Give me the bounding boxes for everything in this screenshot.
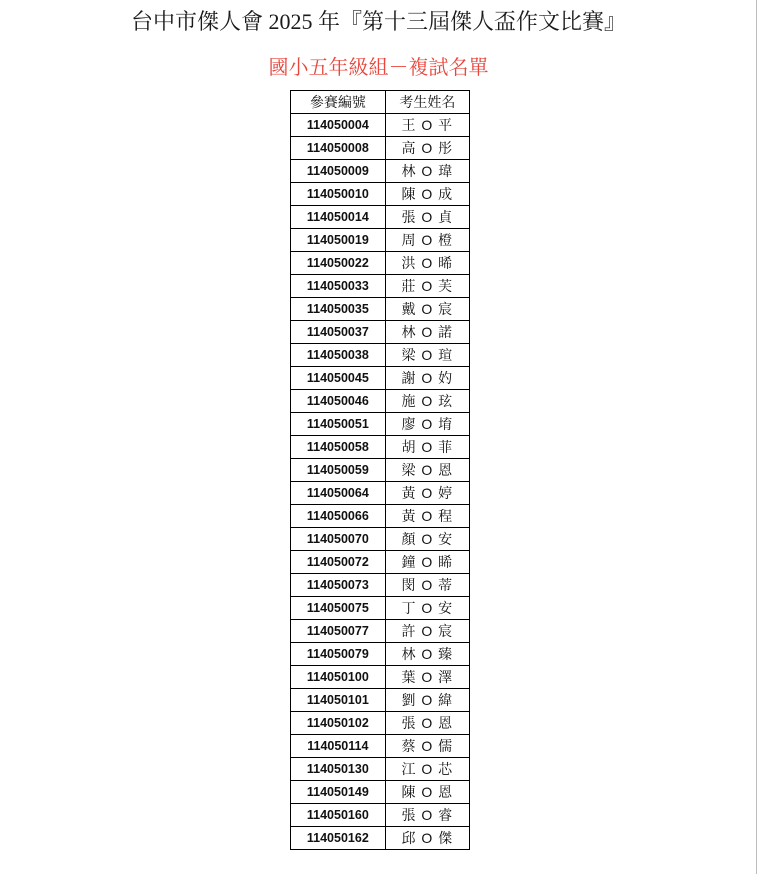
- table-row: [291, 206, 470, 229]
- candidate-name-cell: 黃 O 婷: [385, 482, 469, 505]
- entry-number-cell: 114050101: [291, 689, 386, 712]
- entry-number-cell: 114050014: [291, 206, 386, 229]
- candidate-name-cell: 王 O 平: [385, 114, 469, 137]
- candidate-name-cell: 劉 O 緯: [385, 689, 469, 712]
- candidate-name-cell: 廖 O 堉: [385, 413, 469, 436]
- candidate-name-cell: 胡 O 菲: [385, 436, 469, 459]
- table-row: [291, 643, 470, 666]
- table-row: [291, 298, 470, 321]
- entry-number-cell: 114050130: [291, 758, 386, 781]
- entry-number-cell: 114050009: [291, 160, 386, 183]
- entry-number-cell: 114050102: [291, 712, 386, 735]
- table-row: [291, 620, 470, 643]
- entry-number-cell: 114050072: [291, 551, 386, 574]
- table-row: [291, 344, 470, 367]
- entry-number-cell: 114050077: [291, 620, 386, 643]
- candidate-name-cell: 江 O 芯: [385, 758, 469, 781]
- table-row: [291, 804, 470, 827]
- table-row: [291, 321, 470, 344]
- table-row: [291, 367, 470, 390]
- table-row: [291, 436, 470, 459]
- table-row: [291, 482, 470, 505]
- table-row: [291, 137, 470, 160]
- candidate-name-cell: 林 O 諾: [385, 321, 469, 344]
- entry-number-cell: 114050070: [291, 528, 386, 551]
- candidate-name-cell: 葉 O 澤: [385, 666, 469, 689]
- entry-number-cell: 114050008: [291, 137, 386, 160]
- table-row: [291, 574, 470, 597]
- table-row: [291, 160, 470, 183]
- entry-number-cell: 114050037: [291, 321, 386, 344]
- table-row: [291, 781, 470, 804]
- candidate-name-cell: 林 O 瑋: [385, 160, 469, 183]
- candidate-name-cell: 張 O 貞: [385, 206, 469, 229]
- candidate-name-cell: 周 O 橙: [385, 229, 469, 252]
- entry-number-cell: 114050051: [291, 413, 386, 436]
- candidate-name-cell: 陳 O 恩: [385, 781, 469, 804]
- candidate-name-cell: 邱 O 傑: [385, 827, 469, 850]
- table-row: [291, 275, 470, 298]
- candidate-name-cell: 洪 O 晞: [385, 252, 469, 275]
- table-row: [291, 551, 470, 574]
- table-row: [291, 528, 470, 551]
- entry-number-cell: 114050058: [291, 436, 386, 459]
- candidate-name-cell: 張 O 睿: [385, 804, 469, 827]
- table-row: [291, 413, 470, 436]
- table-header-row: [291, 91, 470, 114]
- candidate-name-cell: 梁 O 瑄: [385, 344, 469, 367]
- entry-number-cell: 114050035: [291, 298, 386, 321]
- table-row: [291, 252, 470, 275]
- candidate-name-cell: 戴 O 宸: [385, 298, 469, 321]
- candidate-table: [290, 90, 470, 850]
- table-row: [291, 114, 470, 137]
- entry-number-cell: 114050010: [291, 183, 386, 206]
- candidate-name-cell: 施 O 玹: [385, 390, 469, 413]
- candidate-name-cell: 丁 O 安: [385, 597, 469, 620]
- entry-number-cell: 114050033: [291, 275, 386, 298]
- entry-number-cell: 114050046: [291, 390, 386, 413]
- column-header-id: 參賽編號: [291, 91, 386, 114]
- entry-number-cell: 114050022: [291, 252, 386, 275]
- table-row: [291, 183, 470, 206]
- entry-number-cell: 114050114: [291, 735, 386, 758]
- entry-number-cell: 114050064: [291, 482, 386, 505]
- candidate-name-cell: 莊 O 芙: [385, 275, 469, 298]
- table-header: [291, 91, 470, 114]
- table-row: [291, 505, 470, 528]
- column-header-name: 考生姓名: [385, 91, 469, 114]
- entry-number-cell: 114050162: [291, 827, 386, 850]
- table-row: [291, 735, 470, 758]
- table-row: [291, 758, 470, 781]
- candidate-name-cell: 許 O 宸: [385, 620, 469, 643]
- entry-number-cell: 114050073: [291, 574, 386, 597]
- candidate-name-cell: 顏 O 安: [385, 528, 469, 551]
- candidate-name-cell: 林 O 臻: [385, 643, 469, 666]
- table-row: [291, 597, 470, 620]
- entry-number-cell: 114050059: [291, 459, 386, 482]
- table-row: [291, 712, 470, 735]
- entry-number-cell: 114050019: [291, 229, 386, 252]
- candidate-name-cell: 高 O 彤: [385, 137, 469, 160]
- candidate-name-cell: 鐘 O 睎: [385, 551, 469, 574]
- document-title: 台中市傑人會 2025 年『第十三屆傑人盃作文比賽』: [130, 9, 626, 34]
- table-row: [291, 390, 470, 413]
- entry-number-cell: 114050038: [291, 344, 386, 367]
- candidate-name-cell: 黃 O 程: [385, 505, 469, 528]
- entry-number-cell: 114050066: [291, 505, 386, 528]
- entry-number-cell: 114050079: [291, 643, 386, 666]
- candidate-name-cell: 張 O 恩: [385, 712, 469, 735]
- candidate-name-cell: 謝 O 妁: [385, 367, 469, 390]
- entry-number-cell: 114050160: [291, 804, 386, 827]
- candidate-name-cell: 梁 O 恩: [385, 459, 469, 482]
- candidate-name-cell: 閔 O 蒂: [385, 574, 469, 597]
- page-edge: [756, 0, 757, 874]
- entry-number-cell: 114050045: [291, 367, 386, 390]
- document-subtitle: 國小五年級組－複試名單: [268, 57, 489, 79]
- entry-number-cell: 114050100: [291, 666, 386, 689]
- entry-number-cell: 114050004: [291, 114, 386, 137]
- candidate-name-cell: 陳 O 成: [385, 183, 469, 206]
- table-row: [291, 666, 470, 689]
- table-row: [291, 827, 470, 850]
- table-row: [291, 229, 470, 252]
- table-row: [291, 459, 470, 482]
- entry-number-cell: 114050149: [291, 781, 386, 804]
- table-row: [291, 689, 470, 712]
- candidate-name-cell: 蔡 O 儒: [385, 735, 469, 758]
- table-body: [291, 114, 470, 850]
- entry-number-cell: 114050075: [291, 597, 386, 620]
